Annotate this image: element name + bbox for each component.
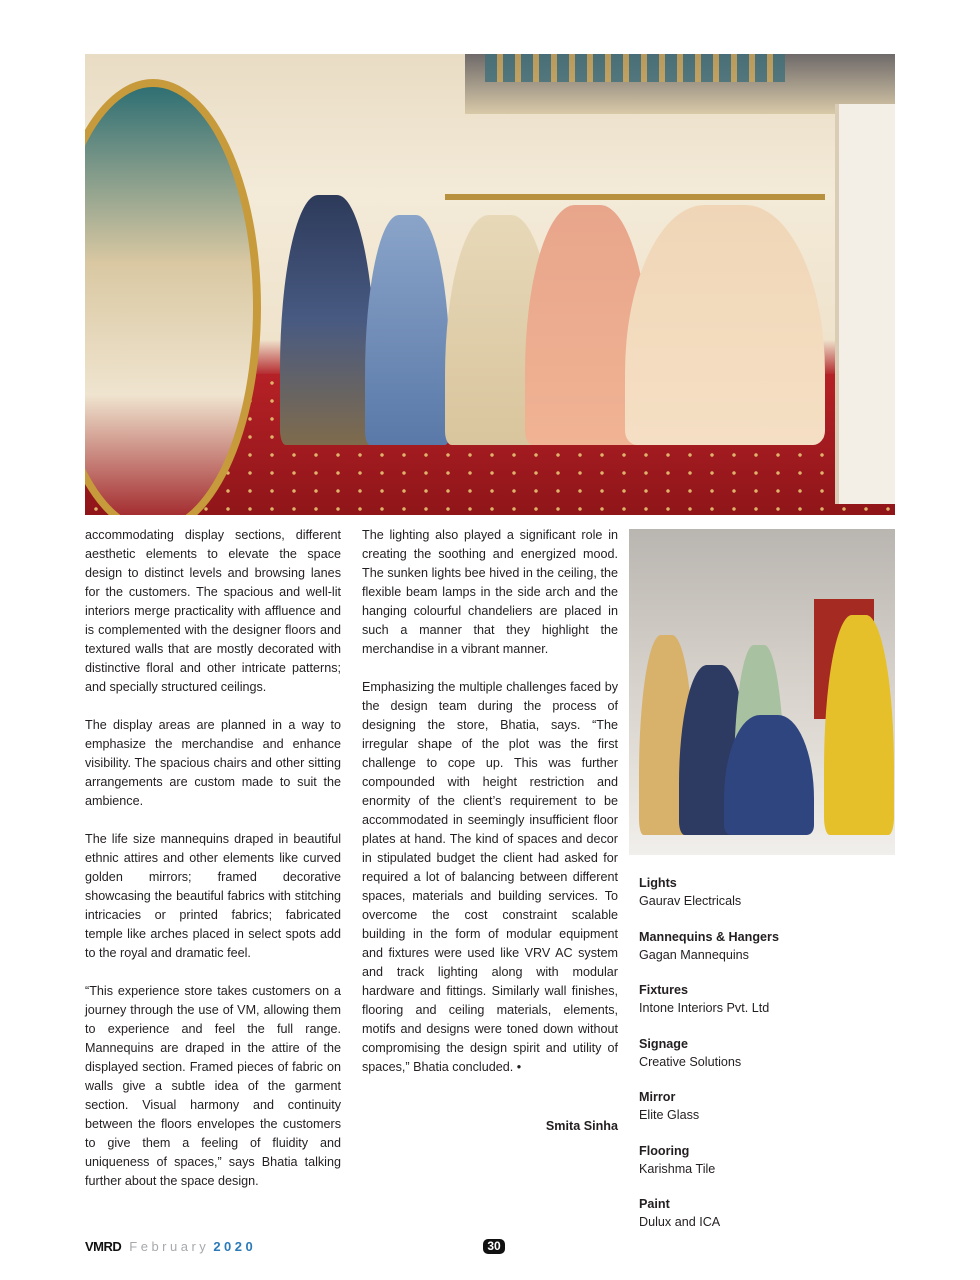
garment-rod — [445, 194, 825, 200]
credit-label: Flooring — [639, 1143, 690, 1158]
credit-item — [639, 1035, 895, 1071]
credit-label: Mannequins & Hangers — [639, 929, 779, 944]
credit-value: Dulux and ICA — [639, 1215, 721, 1229]
credit-value: Gagan Mannequins — [639, 947, 749, 962]
paragraph: “This experience store takes customers on a journey through the use of VM, allowing them to experience and feel the full range. Mannequins are draped in the attire of the displayed section. Framed pieces of fabric on walls give a subtle idea of the garment section. Visual harmony and continuity between the floors envelopes the customers to give them a feeling of fluidity and uniqueness of spaces,” says Bhatia talking further about the space design. — [85, 984, 341, 1188]
article-column-1 — [85, 526, 341, 1191]
issue-year: 2020 — [213, 1239, 257, 1254]
issue-month: February — [129, 1239, 210, 1254]
credit-value: Gaurav Electricals — [639, 894, 742, 908]
ceiling-artwork — [485, 54, 785, 82]
credit-value: Intone Interiors Pvt. Ltd — [639, 1001, 770, 1015]
store-interior-photo — [85, 54, 895, 515]
mannequin-lehenga-blue — [365, 215, 450, 445]
page-number: 30 — [483, 1239, 505, 1254]
paragraph: accommodating display sections, different aesthetic elements to elevate the space design to distinct levels and browsing lanes for the customers. The spacious and well-lit interiors merge practicality with affluence and is complemented with the designer floors and textured walls that are mostly decorated with distinctive floral and other intricate patterns; and specially structured ceilings. — [85, 528, 341, 694]
credit-item — [639, 874, 895, 910]
credit-label: Mirror — [639, 1090, 676, 1104]
paragraph: Emphasizing the multiple challenges faced by the design team during the process of designing the store, Bhatia, says. “The irregular shape of the plot was the first challenge to cope up. This was further compounded with height restriction and enormity of the client’s requirement to be accommodated in seemingly insufficient floor plates at hand. The kind of spaces and decor in stipulated budget the client had asked for required a lot of balancing between different spaces, materials and building services. To overcome the cost constraint scalable building in the form of modular equipment and fixtures were used like VRV AC system and track lighting along with modular hardware and fittings. Similarly wall finishes, flooring and ceiling materials, elements, motifs and designs were toned down without compromising the design spirit and utility of spaces,” Bhatia concluded. • — [362, 680, 618, 1074]
paragraph: The lighting also played a significant role in creating the soothing and energized mood. The sunken lights bee hived in the ceiling, the flexible beam lamps in the side arch and the hanging colourful chandeliers are placed in such a manner that they highlight the merchandise in a vibrant manner. — [362, 528, 618, 656]
door — [835, 104, 895, 504]
mannequin-seated-blue — [724, 715, 814, 835]
article-body — [85, 526, 895, 1257]
mannequin-display-photo — [629, 529, 895, 855]
paragraph: The display areas are planned in a way to emphasize the merchandise and enhance visibility. The spacious chairs and other sitting arrangements are custom made to suit the ambience. — [85, 718, 341, 808]
article-column-3 — [629, 526, 895, 1231]
mannequin-lehenga-navy — [280, 195, 375, 445]
author-byline: Smita Sinha — [545, 1119, 618, 1133]
article-column-2 — [362, 526, 618, 1136]
credit-label: Signage — [639, 1036, 688, 1051]
mannequin-yellow — [824, 615, 894, 835]
credit-value: Creative Solutions — [639, 1054, 742, 1069]
credits-list — [629, 874, 895, 1231]
credit-item — [639, 981, 895, 1017]
credit-label: Fixtures — [639, 983, 688, 997]
article-columns — [85, 526, 895, 1231]
golden-oval-mirror — [85, 79, 261, 515]
credit-item — [639, 1088, 895, 1124]
credit-item — [639, 1142, 895, 1178]
page-footer — [85, 1237, 895, 1257]
credit-value: Elite Glass — [639, 1108, 700, 1122]
gown-cream — [625, 205, 825, 445]
credit-label: Paint — [639, 1197, 670, 1211]
paragraph: The life size mannequins draped in beautiful ethnic attires and other elements like curved golden mirrors; framed decorative showcasing the beautiful fabrics with stitching intricacies or printed fabrics; fabricated temple like arches placed in select spots add to the royal and dramatic feel. — [85, 832, 341, 960]
credit-label: Lights — [639, 876, 677, 890]
credit-item — [639, 928, 895, 964]
magazine-logo: VMRD — [85, 1239, 122, 1254]
credit-item — [639, 1195, 895, 1231]
credit-value: Karishma Tile — [639, 1161, 716, 1176]
